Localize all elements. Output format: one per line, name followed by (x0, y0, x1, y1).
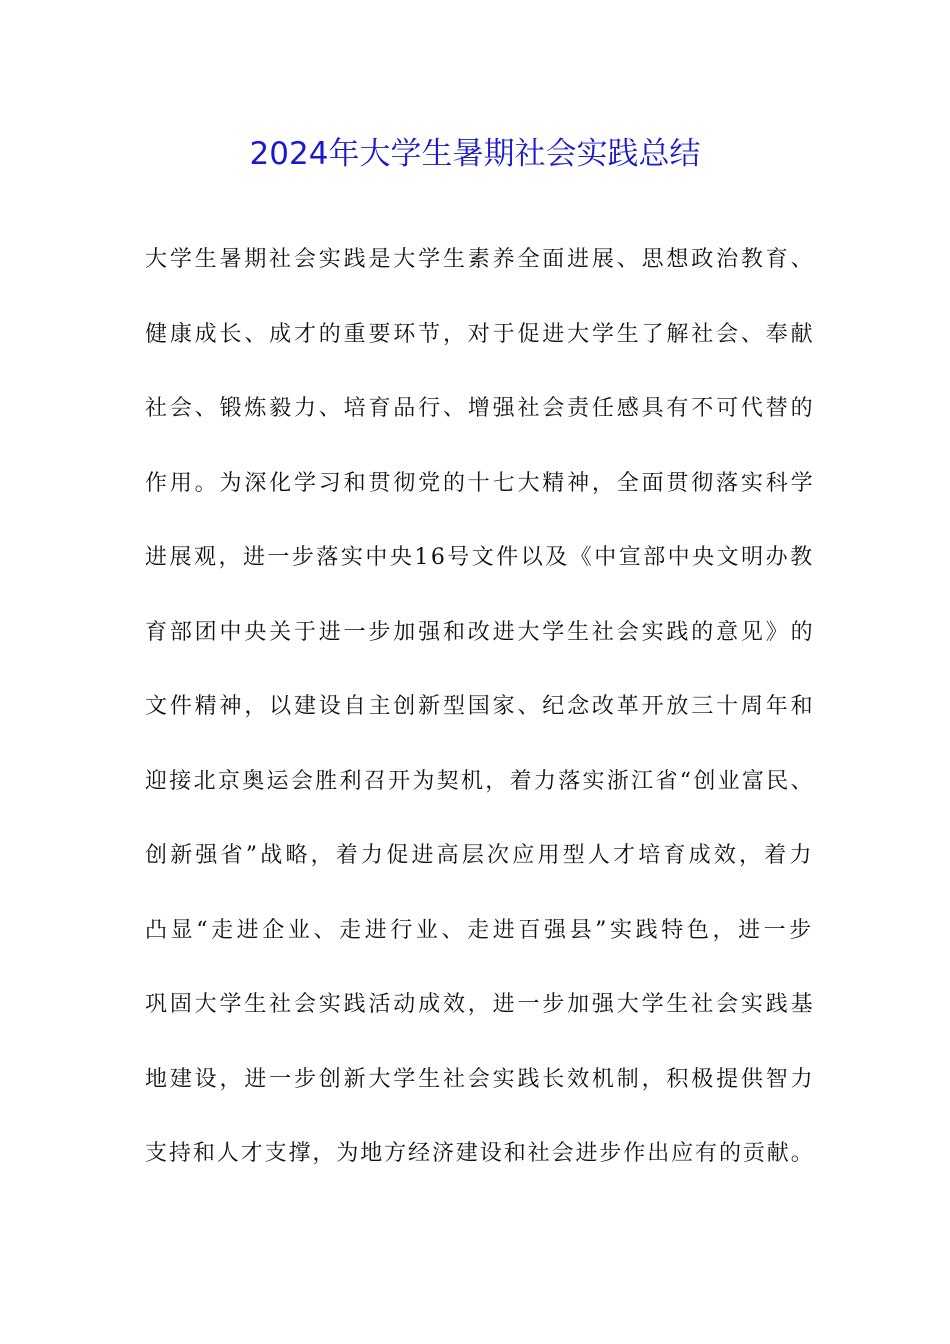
paragraph-line: 作用。为深化学习和贯彻党的十七大精神，全面贯彻落实科学 (145, 470, 816, 496)
paragraph-line: 巩固大学生社会实践活动成效，进一步加强大学生社会实践基 (145, 992, 816, 1017)
paragraph-line: 迎接北京奥运会胜利召开为契机，着力落实浙江省“创业富民、 (145, 768, 815, 794)
paragraph-line: 健康成长、成才的重要环节，对于促进大学生了解社会、奉献 (145, 321, 816, 347)
paragraph-line: 地建设，进一步创新大学生社会实践长效机制，积极提供智力 (145, 1066, 816, 1092)
paragraph-line: 大学生暑期社会实践是大学生素养全面进展、思想政治教育、 (145, 247, 816, 272)
paragraph-line: 社会、锻炼毅力、培育品行、增强社会责任感具有不可代替的 (145, 396, 816, 421)
paragraph-line: 育部团中央关于进一步加强和改进大学生社会实践的意见》的 (145, 619, 816, 645)
document-body (145, 235, 815, 1204)
document-title: 2024年大学生暑期社会实践总结 (249, 136, 701, 172)
paragraph-line: 创新强省”战略，着力促进高层次应用型人才培育成效，着力 (145, 843, 815, 868)
paragraph-line: 凸显“走进企业、走进行业、走进百强县”实践特色，进一步 (145, 917, 815, 943)
paragraph-line: 文件精神，以建设自主创新型国家、纪念改革开放三十周年和 (145, 694, 816, 719)
paragraph-line: 支持和人才支撑，为地方经济建设和社会进步作出应有的贡献。 (145, 1141, 815, 1166)
paragraph-line: 进展观，进一步落实中央16号文件以及《中宣部中央文明办教 (145, 545, 815, 570)
